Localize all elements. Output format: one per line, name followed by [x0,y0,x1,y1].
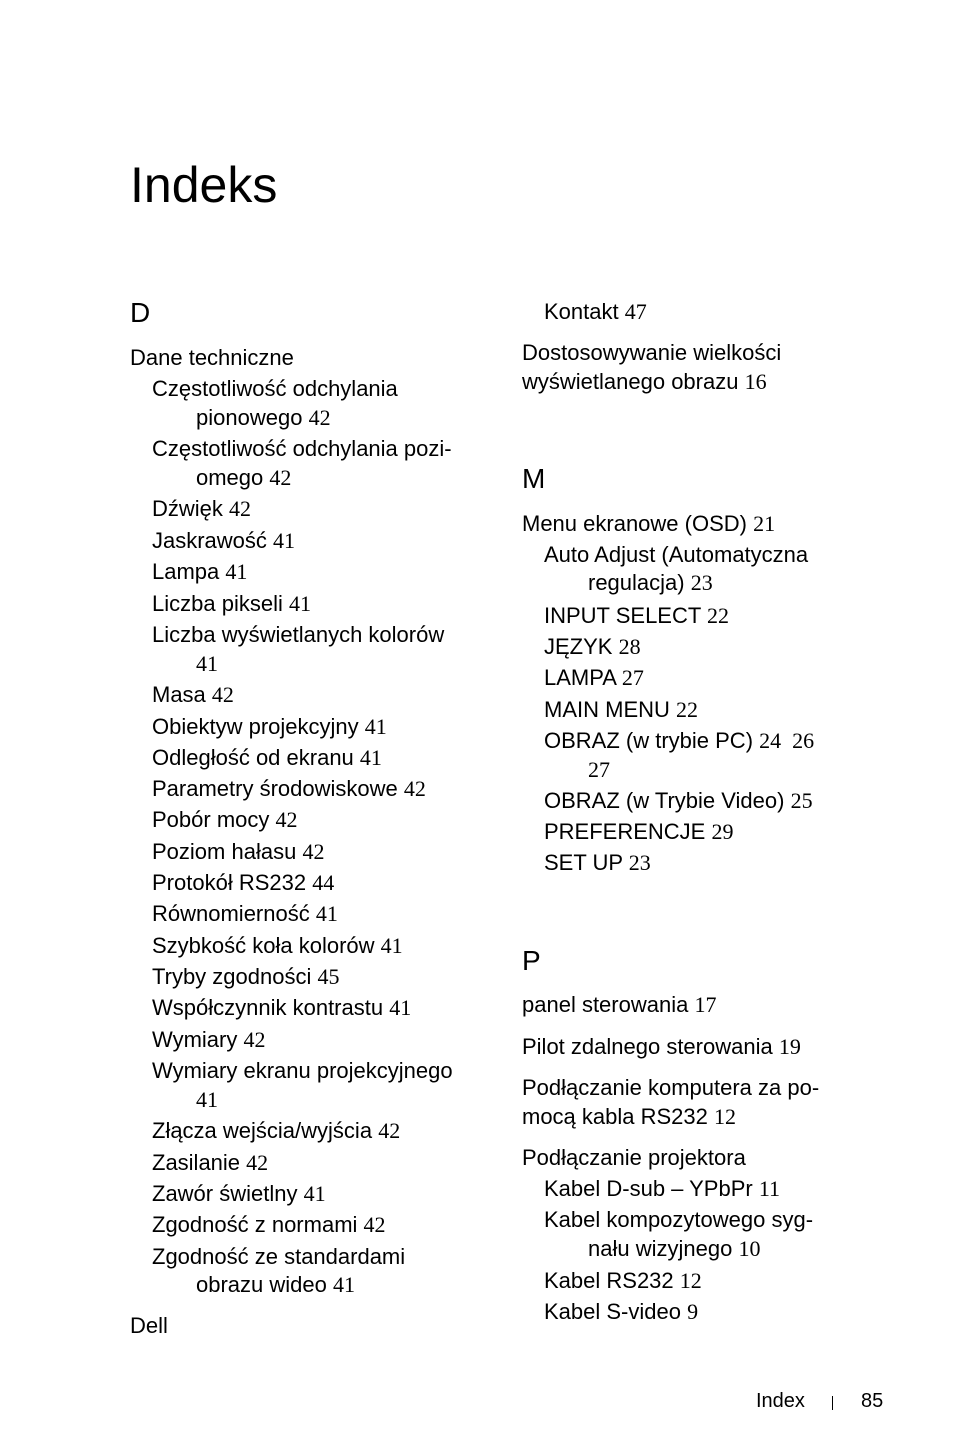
page-ref: 21 [753,511,776,536]
index-entry: PREFERENCJE 29 [544,819,734,844]
index-entry: pionowego 42 [196,405,331,430]
index-entry: obrazu wideo 41 [196,1272,355,1297]
page-ref: 28 [618,634,641,659]
index-entry: Odległość od ekranu 41 [152,745,382,770]
index-entry: Kabel S-video 9 [544,1299,699,1324]
index-entry: OBRAZ (w Trybie Video) 25 [544,788,813,813]
page-ref: 23 [628,850,651,875]
index-entry: Zasilanie 42 [152,1150,269,1175]
index-entry: Kabel kompozytowego syg- [544,1207,814,1232]
index-entry: Pilot zdalnego sterowania 19 [522,1034,801,1059]
index-entry: Masa 42 [152,682,234,707]
page-ref: 17 [694,992,717,1017]
page-ref: 42 [403,776,426,801]
index-entry: Liczba pikseli 41 [152,591,311,616]
index-entry: Dane techniczne [130,345,294,370]
index-entry: LAMPA 27 [544,665,644,690]
index-entry: wyświetlanego obrazu 16 [522,369,767,394]
index-entry: Zgodność z normami 42 [152,1212,386,1237]
index-entry: Auto Adjust (Automatyczna [544,542,809,567]
index-entry: Częstotliwość odchylania pozi- [152,436,452,461]
page-ref: 12 [679,1268,702,1293]
page-ref: 9 [687,1299,699,1324]
index-entry: nału wizyjnego 10 [588,1236,761,1261]
index-entry: Wymiary 42 [152,1027,266,1052]
section-letter-m: M [522,463,546,494]
page-ref: 41 [273,528,296,553]
index-entry: Jaskrawość 41 [152,528,296,553]
index-entry: Dostosowywanie wielkości [522,340,782,365]
page-ref: 42 [211,682,234,707]
index-entry: Poziom hałasu 42 [152,839,325,864]
index-entry: Zawór świetlny 41 [152,1181,326,1206]
page-ref: 42 [243,1027,266,1052]
index-entry: Podłączanie komputera za po- [522,1075,820,1100]
page-ref: 42 [246,1150,269,1175]
page-ref: 41 [364,714,387,739]
page-ref: 42 [308,405,331,430]
page-ref: 11 [758,1176,781,1201]
page-ref: 10 [738,1236,761,1261]
page-ref: 41 [315,901,338,926]
page-title: Indeks [130,157,278,213]
index-entry: OBRAZ (w trybie PC) 24 26 [544,728,815,753]
page-ref: 41 [303,1181,326,1206]
index-entry: Kabel RS232 12 [544,1268,702,1293]
index-entry: panel sterowania 17 [522,992,717,1017]
page-ref: 45 [317,964,340,989]
footer-separator [832,1396,833,1410]
page-ref: 22 [676,697,699,722]
footer-section-label: Index [756,1390,805,1412]
index-entry: Współczynnik kontrastu 41 [152,995,412,1020]
page-number: 85 [861,1390,884,1412]
page-ref: 19 [778,1034,801,1059]
page-ref: 25 [790,788,813,813]
index-entry: Równomierność 41 [152,901,338,926]
page-ref: 22 [707,603,730,628]
index-entry: Menu ekranowe (OSD) 21 [522,511,776,536]
page-ref: 41 [380,933,403,958]
page-ref: 29 [711,819,734,844]
index-entry: Dźwięk 42 [152,496,252,521]
page-ref: 41 [196,651,218,676]
index-entry: JĘZYK 28 [544,634,641,659]
index-entry: Pobór mocy 42 [152,807,298,832]
page-ref: 42 [229,496,252,521]
page-ref: 44 [312,870,335,895]
page-ref: 42 [302,839,325,864]
page-ref: 41 [333,1272,355,1297]
page-ref: 47 [624,299,647,324]
section-letter-p: P [522,945,541,976]
index-entry: Kabel D-sub – YPbPr 11 [544,1176,781,1201]
index-entry: MAIN MENU 22 [544,697,699,722]
index-entry: regulacja) 23 [588,570,713,595]
index-entry: SET UP 23 [544,850,651,875]
page-ref: 24 26 [759,728,815,753]
index-entry: Tryby zgodności 45 [152,964,340,989]
index-entry: Lampa 41 [152,559,248,584]
page-ref: 12 [714,1104,737,1129]
page-ref: 42 [363,1212,386,1237]
page-ref: 27 [621,665,644,690]
index-entry: mocą kabla RS232 12 [522,1104,737,1129]
index-entry: Dell [130,1313,168,1338]
page-ref: 41 [389,995,412,1020]
index-entry: Zgodność ze standardami [152,1244,406,1269]
index-entry: Protokół RS232 44 [152,870,335,895]
index-entry: Szybkość koła kolorów 41 [152,933,403,958]
page-ref: 42 [269,465,292,490]
index-entry: Wymiary ekranu projekcyjnego [152,1058,453,1083]
page-ref: 41 [288,591,311,616]
index-entry: Kontakt 47 [544,299,647,324]
page-ref: 42 [275,807,298,832]
index-entry: Podłączanie projektora [522,1145,746,1170]
index-entry: Złącza wejścia/wyjścia 42 [152,1118,401,1143]
index-entry: Liczba wyświetlanych kolorów [152,622,445,647]
index-entry: omego 42 [196,465,292,490]
section-letter-d: D [130,297,151,328]
index-entry: Obiektyw projekcyjny 41 [152,714,387,739]
page-ref: 41 [196,1087,218,1112]
page-ref: 41 [225,559,248,584]
page-ref: 23 [690,570,713,595]
index-entry: Częstotliwość odchylania [152,376,398,401]
page-ref: 42 [378,1118,401,1143]
index-entry: Parametry środowiskowe 42 [152,776,426,801]
page-ref: 41 [359,745,382,770]
page-ref: 27 [588,757,610,782]
index-entry: INPUT SELECT 22 [544,603,730,628]
page-ref: 16 [744,369,767,394]
